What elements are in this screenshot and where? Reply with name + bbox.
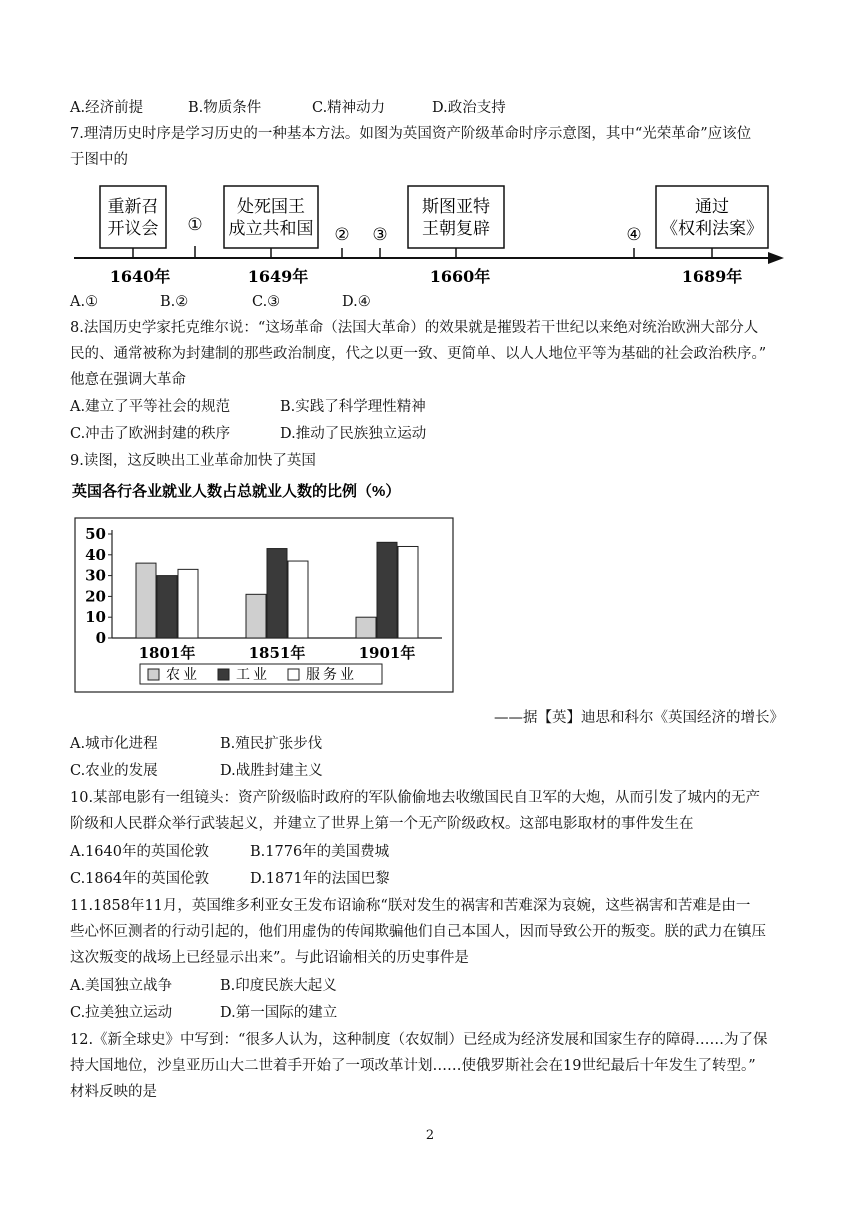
bar-农业-1901年 [356,617,376,638]
q11-option-a: A.美国独立战争 [70,978,173,994]
timeline-marker-2: ② [334,225,350,245]
q9-option-a: A.城市化进程 [70,736,158,752]
bar-工业-1901年 [377,542,397,638]
bar-服务业-1851年 [288,561,308,638]
q7-option-b: B.② [160,294,189,310]
q10-stem-line1: 10.某部电影有一组镜头：资产阶级临时政府的军队偷偷地去收缴国民自卫军的大炮，从而引发了城内的无产 [70,790,761,806]
chart-title: 英国各行各业就业人数占总就业人数的比例（%） [72,483,401,500]
q10-option-c: C.1864年的英国伦敦 [70,871,210,887]
legend-label-服务业: 服务业 [306,667,357,683]
timeline-box-1660-line2: 王朝复辟 [422,219,490,239]
q10-options-row1 [70,842,389,862]
q12-stem-line1: 12.《新全球史》中写到：“很多人认为，这种制度（农奴制）已经成为经济发展和国家生存的障碍……为了保 [70,1032,768,1048]
q10-option-d: D.1871年的法国巴黎 [250,871,390,887]
q7-option-a: A.① [70,294,99,310]
q6-option-c: C.精神动力 [312,100,386,116]
timeline-diagram [70,184,790,289]
q9-option-b: B.殖民扩张步伐 [220,736,323,752]
q9-option-d: D.战胜封建主义 [220,763,323,779]
page-number: 2 [425,1128,435,1143]
bar-工业-1801年 [157,576,177,638]
bar-农业-1851年 [246,594,266,638]
bar-服务业-1801年 [178,569,198,638]
q8-options-row1 [70,397,426,417]
q9-options-row1 [70,734,322,754]
chart-y-tick-label: 30 [85,566,106,585]
q11-options-row1 [70,976,337,996]
timeline-marker-3: ③ [372,225,388,245]
q9-options-row2 [70,761,323,781]
timeline-year-1640: 1640年 [109,267,171,286]
q7-option-d: D.④ [342,294,371,310]
q8-option-d: D.推动了民族独立运动 [280,426,427,442]
q8-stem-line1: 8.法国历史学家托克维尔说：“这场革命（法国大革命）的效果就是摧毁若干世纪以来绝对统治欧洲大部分人 [70,320,759,336]
q11-option-d: D.第一国际的建立 [220,1005,338,1021]
q7-options [70,292,371,312]
q9-source: ——据【英】迪思和科尔《英国经济的增长》 [494,710,784,726]
q11-stem-line1: 11.1858年11月，英国维多利亚女王发布诏谕称“朕对发生的祸害和苦难深为哀婉，这些祸害和苦难是由一 [70,898,751,914]
timeline-marker-4: ④ [626,225,642,245]
timeline-box-1649-line2: 成立共和国 [228,219,314,239]
q12-stem-line3: 材料反映的是 [70,1084,157,1100]
q6-option-b: B.物质条件 [188,100,262,116]
q8-options-row2 [70,424,426,444]
timeline-box-1689-line1: 通过 [695,197,729,217]
q11-stem-line2: 些心怀叵测者的行动引起的，他们用虚伪的传闻欺骗他们自己本国人，因而导致公开的叛变。朕的武力在镇压 [70,924,766,940]
timeline-year-1649: 1649年 [247,267,309,286]
q11-options-row2 [70,1003,337,1023]
employment-bar-chart [70,478,460,700]
legend-label-工业: 工业 [236,667,270,683]
q7-stem-line1: 7.理清历史时序是学习历史的一种基本方法。如图为英国资产阶级革命时序示意图，其中“光荣革命”应该位 [70,126,752,142]
legend-swatch-服务业 [288,669,299,680]
q8-option-c: C.冲击了欧洲封建的秩序 [70,426,231,442]
chart-legend [140,664,382,684]
chart-y-tick-label: 0 [95,629,106,647]
chart-x-tick-label: 1801年 [138,644,196,662]
q12-stem-line2: 持大国地位，沙皇亚历山大二世着手开始了一项改革计划……使俄罗斯社会在19世纪最后十年发生了转型。” [70,1058,756,1074]
q10-options-row2 [70,869,390,889]
q8-option-a: A.建立了平等社会的规范 [70,399,231,415]
legend-swatch-农业 [148,669,159,680]
bar-工业-1851年 [267,549,287,638]
timeline-box-1649-line1: 处死国王 [237,197,305,217]
q7-stem-line2: 于图中的 [70,152,128,168]
q8-option-b: B.实践了科学理性精神 [280,399,426,415]
q10-option-b: B.1776年的美国费城 [250,844,390,860]
q6-option-a: A.经济前提 [70,100,144,116]
q11-option-c: C.拉美独立运动 [70,1005,173,1021]
chart-y-tick-label: 20 [85,587,106,606]
timeline-box-1660-line1: 斯图亚特 [422,197,490,217]
timeline-box-1640-line1: 重新召 [107,197,159,217]
chart-x-tick-label: 1901年 [358,644,416,662]
timeline-box-1689-line2: 《权利法案》 [661,219,763,239]
timeline-marker-1: ① [187,215,203,235]
q11-option-b: B.印度民族大起义 [220,978,337,994]
chart-x-tick-label: 1851年 [248,644,306,662]
q6-option-d: D.政治支持 [432,100,506,116]
chart-y-tick-label: 10 [85,608,106,627]
q9-stem: 9.读图，这反映出工业革命加快了英国 [70,453,316,469]
q9-option-c: C.农业的发展 [70,763,158,779]
timeline-year-1689: 1689年 [681,267,743,286]
bar-农业-1801年 [136,563,156,638]
q8-stem-line3: 他意在强调大革命 [70,372,186,388]
timeline-arrow [768,252,784,264]
chart-y-tick-label: 50 [85,525,106,543]
q8-stem-line2: 民的、通常被称为封建制的那些政治制度，代之以更一致、更简单、以人人地位平等为基础的社会政治秩序。” [70,346,767,362]
timeline-year-1660: 1660年 [429,267,491,286]
timeline-box-1640-line2: 开议会 [107,219,159,239]
q11-stem-line3: 这次叛变的战场上已经显示出来”。与此诏谕相关的历史事件是 [70,950,469,966]
q7-option-c: C.③ [252,294,281,310]
bar-服务业-1901年 [398,546,418,638]
q6-options [70,98,506,118]
legend-swatch-工业 [218,669,229,680]
chart-y-tick-label: 40 [85,545,106,564]
q10-stem-line2: 阶级和人民群众举行武装起义，并建立了世界上第一个无产阶级政权。这部电影取材的事件发生在 [70,816,694,832]
legend-label-农业: 农业 [166,667,200,683]
q10-option-a: A.1640年的英国伦敦 [70,844,209,860]
